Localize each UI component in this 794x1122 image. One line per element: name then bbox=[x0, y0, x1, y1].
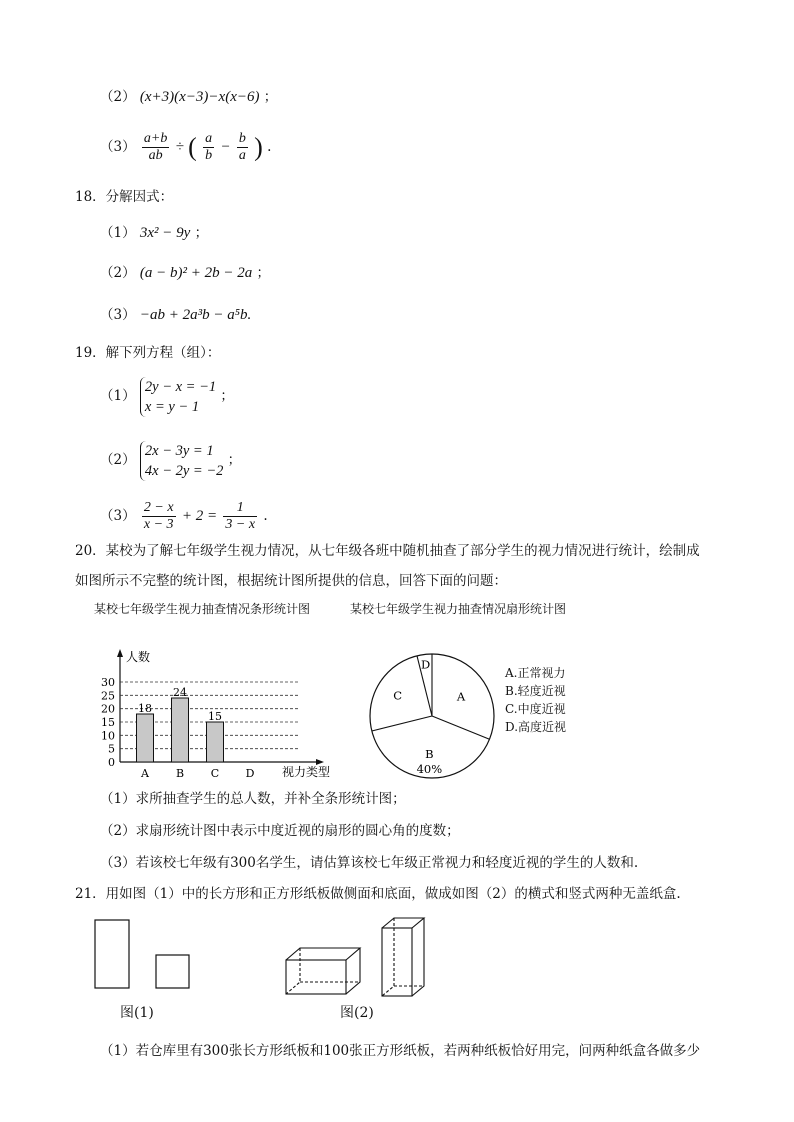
q19-p3-den2: 3 − x bbox=[225, 517, 256, 532]
legend-item: B.轻度近视 bbox=[505, 684, 566, 698]
pie-chart-title: 某校七年级学生视力抽查情况扇形统计图 bbox=[350, 602, 567, 616]
q17-p3-frac-a bbox=[203, 131, 214, 164]
q19-title: 19．解下列方程（组）： bbox=[75, 345, 221, 361]
q18-title: 18．分解因式： bbox=[75, 189, 174, 205]
bar-category-label: C bbox=[210, 767, 220, 780]
pie-label-C: C bbox=[393, 688, 403, 703]
vertical-box bbox=[382, 918, 424, 996]
pie-label-B: B bbox=[425, 746, 434, 761]
bar-category-label: B bbox=[175, 767, 185, 780]
bar-category-label: D bbox=[245, 767, 255, 780]
fig1-caption: 图(1) bbox=[120, 1005, 154, 1021]
q18-p3-expr: −ab + 2a³b − a⁵b. bbox=[139, 307, 252, 323]
q19-p1-eq1: 2y − x = −1 bbox=[144, 378, 217, 395]
q20-line2: 如图所示不完整的统计图，根据统计图所提供的信息，回答下面的问题： bbox=[75, 573, 507, 589]
legend-item: C.中度近视 bbox=[505, 702, 566, 716]
fig2-caption: 图(2) bbox=[340, 1005, 374, 1021]
q17-p2-expr: (x+3)(x−3)−x(x−6) bbox=[139, 89, 260, 105]
q18-p2-label: （2） bbox=[100, 265, 136, 281]
q21-figure2 bbox=[282, 912, 442, 1002]
q19-p3-num1: 2 − x bbox=[143, 500, 174, 515]
q17-p3-frac-a-num: a bbox=[205, 131, 213, 146]
pie-slice-boundary bbox=[432, 716, 489, 739]
bar-data-label: 24 bbox=[173, 686, 187, 699]
bar-A bbox=[137, 714, 154, 762]
q17-p3-label: （3） bbox=[100, 139, 136, 155]
square-board bbox=[156, 955, 189, 988]
q21-q1: （1）若仓库里有300张长方形纸板和100张正方形纸板，若两种纸板恰好用完，问两种纸盒各做多少 bbox=[100, 1043, 701, 1059]
q17-p3-div: ÷ bbox=[175, 139, 184, 155]
legend-item: D.高度近视 bbox=[505, 720, 567, 734]
q17-p3-num: a+b bbox=[143, 131, 168, 146]
q17-p3-frac bbox=[142, 131, 169, 164]
q17-part3: （3） $\frac{a+b}{ab}$ ÷ ( $\frac{a}{b}$ − $\frac{b}{a}$ ) . bbox=[100, 131, 272, 163]
q20-q1: （1）求所抽查学生的总人数，并补全条形统计图； bbox=[100, 791, 406, 807]
bar-ytick-label: 25 bbox=[101, 689, 115, 703]
pie-pct-B: 40% bbox=[416, 761, 443, 776]
q19-p1-eq2: x = y − 1 bbox=[144, 398, 200, 415]
q17-p3-frac-b-den: a bbox=[238, 148, 246, 163]
q19-p3-frac2 bbox=[223, 500, 257, 533]
bar-xlabel: 视力类型 bbox=[282, 765, 331, 779]
q17-part2 bbox=[100, 88, 277, 106]
bar-chart bbox=[90, 645, 340, 785]
q18-p2-expr: (a − b)² + 2b − 2a bbox=[139, 265, 253, 281]
q18-p1-end: ； bbox=[194, 225, 209, 241]
bar-category-label: A bbox=[141, 767, 149, 780]
q18-part1 bbox=[100, 224, 208, 242]
q18-p3-label: （3） bbox=[100, 307, 136, 323]
q19-p3-frac1 bbox=[142, 500, 176, 533]
bar-ytick-label: 30 bbox=[101, 676, 115, 689]
bar-ytick-label: 15 bbox=[101, 716, 115, 729]
bar-ylabel: 人数 bbox=[126, 650, 151, 664]
q18-part2 bbox=[100, 264, 270, 282]
bar-chart-title: 某校七年级学生视力抽查情况条形统计图 bbox=[94, 602, 311, 616]
q19-p2-label: （2） bbox=[100, 452, 136, 468]
bar-y-arrow bbox=[117, 649, 123, 657]
q19-p3-plus: + 2 = bbox=[181, 508, 218, 524]
q21-line1: 21．用如图（1）中的长方形和正方形纸板做侧面和底面，做成如图（2）的横式和竖式两种无盖纸盒. bbox=[75, 886, 681, 902]
q19-p1-label: （1） bbox=[100, 388, 136, 404]
q19-part1 bbox=[100, 376, 234, 417]
q20-line1: 20．某校为了解七年级学生视力情况，从七年级各班中随机抽查了部分学生的视力情况进行统计，绘制成 bbox=[75, 543, 700, 559]
bar-ytick-label: 10 bbox=[101, 729, 115, 743]
q17-p2-label: （2） bbox=[100, 89, 136, 105]
bar-B bbox=[172, 698, 189, 762]
q19-p1-system bbox=[140, 377, 216, 417]
q19-p2-system bbox=[140, 441, 223, 481]
horizontal-box bbox=[286, 948, 360, 994]
q17-p2-end: ； bbox=[263, 89, 278, 105]
q17-p3-den: ab bbox=[148, 148, 163, 163]
pie-legend bbox=[505, 664, 566, 736]
q18-p1-label: （1） bbox=[100, 225, 136, 241]
legend-item: A.正常视力 bbox=[505, 666, 566, 680]
q17-p3-end: . bbox=[267, 139, 272, 155]
q19-p2-eq2: 4x − 2y = −2 bbox=[144, 462, 224, 479]
q17-p3-frac-b-num: b bbox=[238, 131, 246, 146]
pie-chart bbox=[362, 646, 502, 786]
pie-label-A: A bbox=[456, 689, 466, 704]
q19-p1-end: ； bbox=[220, 388, 234, 404]
q21-figure1 bbox=[90, 915, 230, 995]
q17-p3-frac-a-den: b bbox=[205, 148, 213, 163]
q18-p1-expr: 3x² − 9y bbox=[139, 225, 191, 241]
rectangle-board bbox=[95, 920, 129, 988]
q19-p3-den1: x − 3 bbox=[143, 517, 174, 532]
q17-p3-frac-b bbox=[237, 131, 248, 164]
q19-p3-label: （3） bbox=[100, 508, 136, 524]
q19-p3-num2: 1 bbox=[223, 500, 257, 517]
q20-q2: （2）求扇形统计图中表示中度近视的扇形的圆心角的度数； bbox=[100, 823, 460, 839]
q19-part3 bbox=[100, 496, 268, 536]
bar-C bbox=[207, 722, 224, 762]
q19-p2-eq1: 2x − 3y = 1 bbox=[144, 442, 214, 459]
q19-part2 bbox=[100, 440, 241, 481]
bar-ytick-label: 5 bbox=[108, 742, 115, 756]
q19-p3-end: . bbox=[263, 508, 268, 524]
bar-ytick-label: 20 bbox=[101, 702, 115, 716]
bar-ytick-label: 0 bbox=[108, 756, 115, 769]
q18-p2-end: ； bbox=[256, 265, 271, 281]
q20-q3: （3）若该校七年级有300名学生，请估算该校七年级正常视力和轻度近视的学生的人数和. bbox=[100, 855, 639, 871]
bar-data-label: 15 bbox=[208, 710, 222, 723]
pie-label-D: D bbox=[421, 657, 431, 672]
bar-data-label: 18 bbox=[138, 702, 152, 715]
pie-slice-boundary bbox=[372, 716, 432, 731]
q19-p2-end: ； bbox=[227, 452, 242, 468]
q18-part3 bbox=[100, 306, 251, 324]
